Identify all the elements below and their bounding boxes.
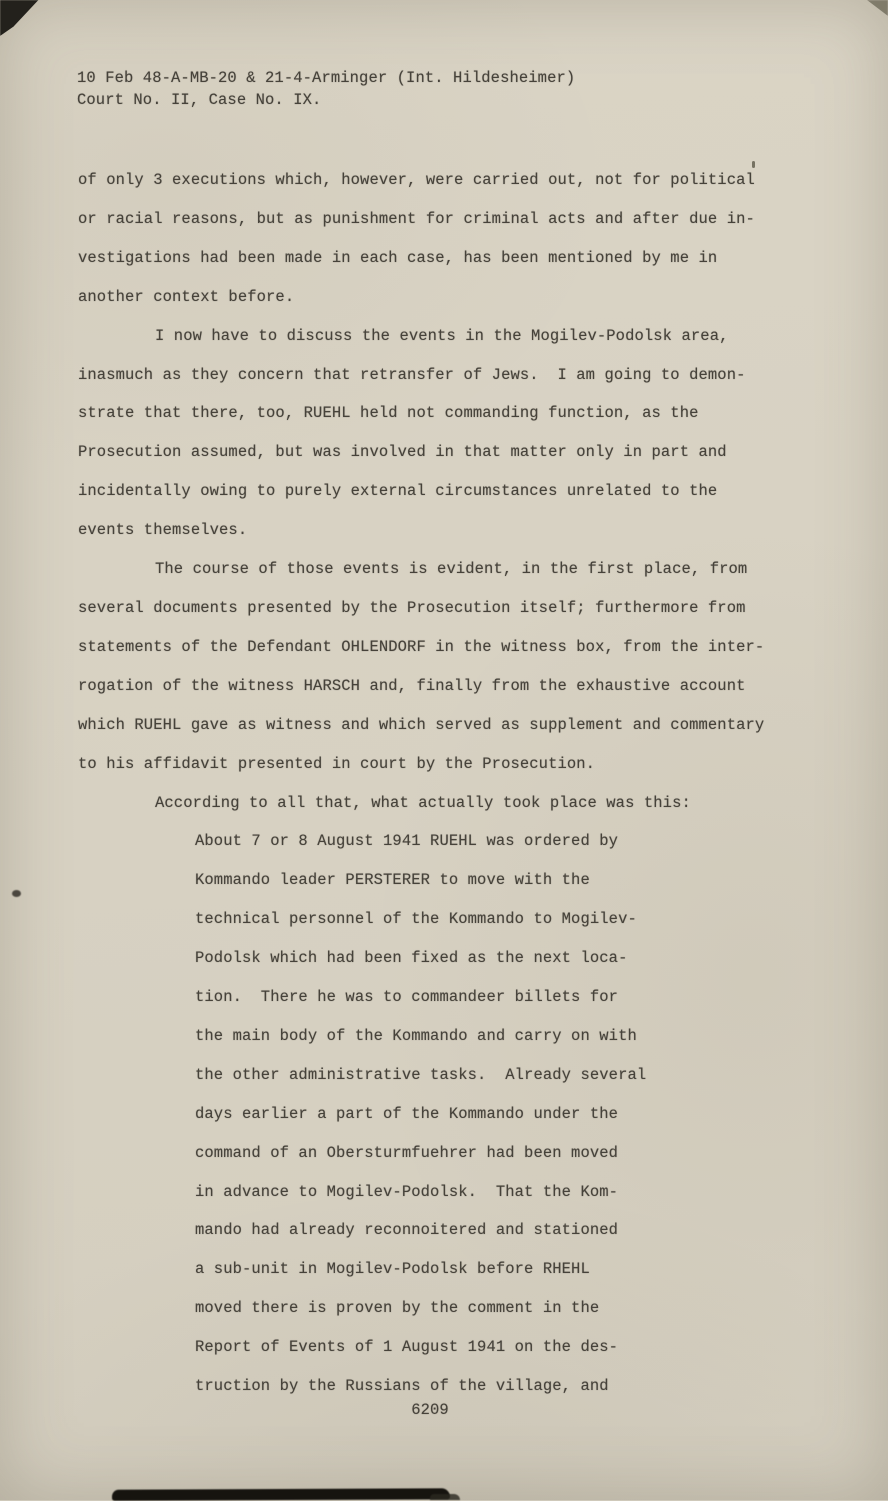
paragraph-executions-context bbox=[78, 161, 838, 317]
paragraph-evidence-sources bbox=[78, 550, 838, 783]
text-line: According to all that, what actually took place was this: bbox=[155, 793, 691, 812]
text-line: another context before. bbox=[78, 287, 295, 306]
text-line: command of an Obersturmfuehrer had been moved bbox=[195, 1143, 619, 1162]
paragraph-mogilev-podolsk-intro bbox=[78, 317, 838, 550]
text-line: which RUEHL gave as witness and which served as supplement and commentary bbox=[78, 715, 765, 734]
scan-artifact-top-right-corner bbox=[860, 0, 888, 16]
text-line: several documents presented by the Prosecution itself; furthermore from bbox=[78, 598, 746, 617]
text-line: events themselves. bbox=[78, 521, 248, 540]
text-line: of only 3 executions which, however, were carried out, not for political bbox=[78, 171, 755, 189]
text-line: to his affidavit presented in court by the Prosecution. bbox=[78, 754, 596, 773]
page-number: 6209 bbox=[411, 1401, 449, 1419]
document-body bbox=[78, 161, 838, 1406]
text-line: or racial reasons, but as punishment for criminal acts and after due in- bbox=[78, 209, 755, 228]
text-line: incidentally owing to purely external circumstances unrelated to the bbox=[78, 482, 718, 501]
text-line: rogation of the witness HARSCH and, finally from the exhaustive account bbox=[78, 676, 746, 695]
text-line: in advance to Mogilev-Podolsk. That the Kom- bbox=[195, 1182, 619, 1201]
text-line: Kommando leader PERSTERER to move with the bbox=[195, 871, 590, 890]
text-line: moved there is proven by the comment in the bbox=[195, 1299, 600, 1318]
text-line: tion. There he was to commandeer billets for bbox=[195, 988, 619, 1007]
text-line: statements of the Defendant OHLENDORF in the witness box, from the inter- bbox=[78, 637, 765, 656]
text-line: Prosecution assumed, but was involved in that matter only in part and bbox=[78, 443, 727, 462]
text-line: days earlier a part of the Kommando under the bbox=[195, 1104, 619, 1123]
text-line: truction by the Russians of the village, and bbox=[195, 1377, 609, 1396]
header-court-case-number: Court No. II, Case No. IX. bbox=[77, 91, 322, 109]
text-line: a sub-unit in Mogilev-Podolsk before RHEHL bbox=[195, 1260, 590, 1279]
text-line: About 7 or 8 August 1941 RUEHL was ordered by bbox=[195, 832, 619, 851]
text-line: technical personnel of the Kommando to Mogilev- bbox=[195, 910, 637, 929]
document-header bbox=[77, 67, 575, 111]
text-line: Report of Events of 1 August 1941 on the des- bbox=[195, 1338, 619, 1357]
text-line: the other administrative tasks. Already several bbox=[195, 1065, 647, 1084]
text-line: the main body of the Kommando and carry on with bbox=[195, 1026, 637, 1045]
text-line: inasmuch as they concern that retransfer of Jews. I am going to demon- bbox=[78, 365, 746, 384]
text-line: I now have to discuss the events in the Mogilev-Podolsk area, bbox=[155, 326, 729, 345]
text-line: vestigations had been made in each case, has been mentioned by me in bbox=[78, 248, 718, 267]
text-line: Podolsk which had been fixed as the next loca- bbox=[195, 949, 628, 968]
header-case-reference: 10 Feb 48-A-MB-20 & 21-4-Arminger (Int. Hildesheimer) bbox=[77, 69, 576, 87]
scan-artifact-left-edge-dot bbox=[12, 890, 21, 897]
scan-artifact-bottom-smear bbox=[112, 1488, 450, 1500]
paragraph-according-lead-in bbox=[78, 784, 838, 823]
scan-artifact-bottom-smear-tail bbox=[430, 1494, 460, 1500]
paragraph-block-account bbox=[195, 822, 838, 1406]
text-line: mando had already reconnoitered and stationed bbox=[195, 1221, 619, 1240]
text-line: strate that there, too, RUEHL held not commanding function, as the bbox=[78, 404, 699, 423]
scan-artifact-top-left-corner bbox=[0, 0, 48, 36]
text-line: The course of those events is evident, in the first place, from bbox=[155, 560, 748, 579]
